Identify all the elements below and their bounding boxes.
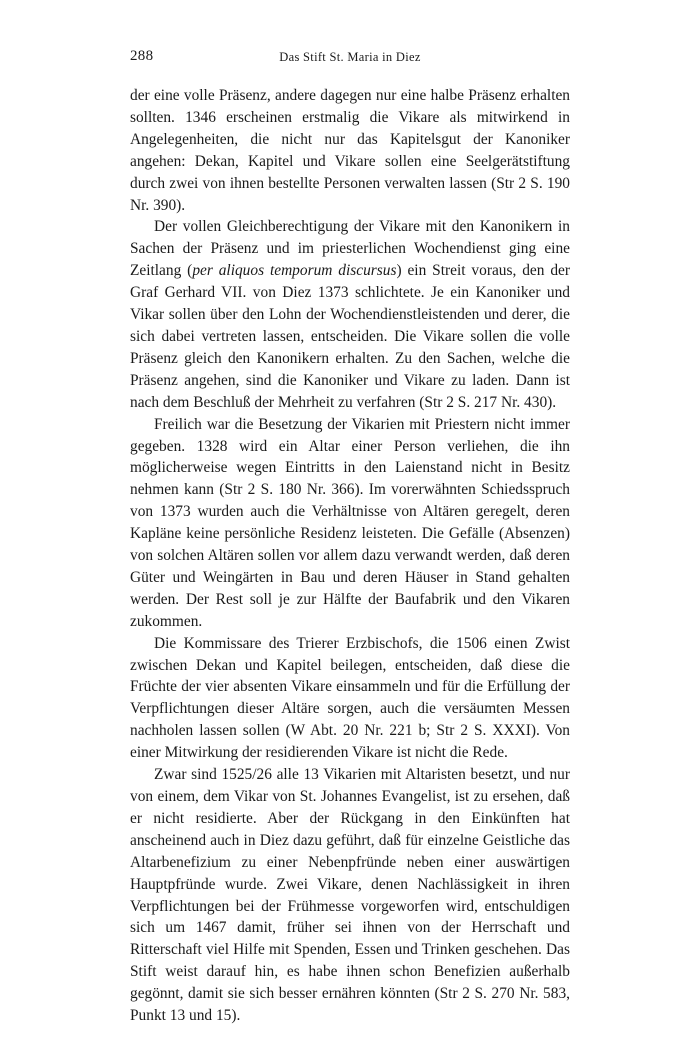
paragraph-text: ) ein Streit voraus, den der Graf Gerhard VII. von Diez 1373 schlichtete. Je ein Kanoniker und Vikar sollen über den Lohn der Wochendienstleistenden und derer, die sich dabei vertreten lassen, entscheiden. Die Vikare sollen die volle Präsenz gleich den Kanonikern erhalten. Zu den Sachen, welche die Präsenz angehen, sind die Kanoniker und Vikare zu laden. Dann ist nach dem Beschluß der Mehrheit zu verfahren (Str 2 S. 217 Nr. 430). xyxy=(130,262,570,411)
paragraph-2 xyxy=(130,216,570,413)
paragraph-text: Freilich war die Besetzung der Vikarien mit Priestern nicht immer gegeben. 1328 wird ein Altar einer Person verliehen, die ihn möglicherweise wegen Eintritts in den Laienstand nicht in Besitz nehmen kann (Str 2 S. 180 Nr. 366). Im vorerwähnten Schiedsspruch von 1373 wurden auch die Verhältnisse von Altären geregelt, deren Kapläne keine persönliche Residenz leisteten. Die Gefälle (Absenzen) von solchen Altären sollen vor allem dazu verwandt werden, daß deren Güter und Weingärten in Bau und deren Häuser in Stand gehalten werden. Der Rest soll je zur Hälfte der Baufabrik und den Vikaren zukommen. xyxy=(130,415,570,630)
running-head: Das Stift St. Maria in Diez xyxy=(279,50,421,64)
paragraph-text: Zwar sind 1525/26 alle 13 Vikarien mit Altaristen besetzt, und nur von einem, dem Vikar von St. Johannes Evangelist, ist zu ersehen, daß er nicht residierte. Aber der Rückgang in den Einkünften hat anscheinend auch in Diez dazu geführt, daß für einzelne Geistliche das Altarbenefizium zu einer Nebenpfründe neben einer auswärtigen Hauptpfründe wurde. Zwei Vikare, denen Nachlässigkeit in ihren Verpflichtungen bei der Frühmesse vorgeworfen wird, entschuldigen sich um 1467 damit, früher sei ihnen von der Herrschaft und Ritterschaft viel Hilfe mit Spenden, Essen und Trinken geschehen. Das Stift weist darauf hin, es habe ihnen schon Benefizien außerhalb gegönnt, damit sie sich besser ernähren könnten (Str 2 S. 270 Nr. 583, Punkt 13 und 15). xyxy=(130,766,570,1025)
paragraph-5 xyxy=(130,764,570,1027)
paragraph-text: der eine volle Präsenz, andere dagegen nur eine halbe Präsenz erhalten sollten. 1346 erscheinen erstmalig die Vikare als mitwirkend in Angelegenheiten, die nicht nur das Kapitelsgut der Kanoniker angehen: Dekan, Kapitel und Vikare sollen eine Seelgerätstiftung durch zwei von ihnen bestellte Personen verwalten lassen (Str 2 S. 190 Nr. 390). xyxy=(130,87,570,214)
paragraph-text: Der vollen Gleichberechtigung der Vikare mit den Kanonikern in Sachen der Präsenz und im priesterlichen Wochendienst ging eine Zeitlang ( xyxy=(130,218,570,280)
paragraph-4 xyxy=(130,633,570,764)
page-number: 288 xyxy=(130,48,154,64)
paragraph-text: Die Kommissare des Trierer Erzbischofs, die 1506 einen Zwist zwischen Dekan und Kapitel beilegen, entscheiden, daß diese die Früchte der vier absenten Vikare einsammeln und für die Erfüllung der Verpflichtungen dieser Altäre sorgen, auch die versäumten Messen nachholen lassen sollen (W Abt. 20 Nr. 221 b; Str 2 S. XXXI). Von einer Mitwirkung der residierenden Vikare ist nicht die Rede. xyxy=(130,634,570,762)
body-text xyxy=(130,85,570,1027)
latin-quote: per aliquos temporum discursus xyxy=(192,262,397,280)
paragraph-1 xyxy=(130,85,570,216)
paragraph-3 xyxy=(130,414,570,633)
page-header xyxy=(130,48,570,72)
